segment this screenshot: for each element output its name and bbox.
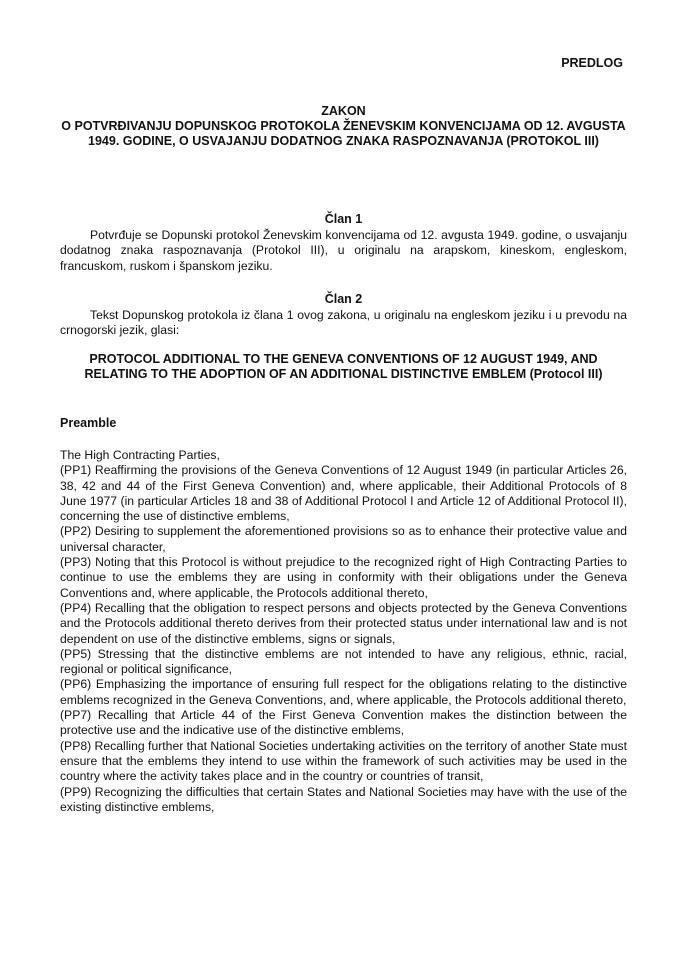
article-2-text: Tekst Dopunskog protokola iz člana 1 ovog zakona, u originalu na engleskom jeziku i u prevodu na crnogorski jezik, glasi: [60, 308, 627, 338]
protocol-title: PROTOCOL ADDITIONAL TO THE GENEVA CONVENTIONS OF 12 AUGUST 1949, AND RELATING TO THE ADOPTION OF AN ADDITIONAL DISTINCTIVE EMBLEM (Protocol III) [84, 352, 603, 381]
article-2-heading: Član 2 [324, 292, 363, 306]
preamble-paragraph-pp1: (PP1) Reaffirming the provisions of the Geneva Conventions of 12 August 1949 (in particular Articles 26, 38, 42 and 44 of the First Geneva Convention) and, where applicable, their Additional Protocols of 8 June 1977 (in particular Articles 18 and 38 of Additional Protocol I and Article 12 of Additional Protocol II), concerning the use of distinctive emblems, [60, 463, 627, 524]
preamble-paragraph-pp8: (PP8) Recalling further that National Societies undertaking activities on the territory of another State must ensure that the emblems they intend to use within the framework of such activities may be used in the country where the activity takes place and in the country or countries of transit, [60, 738, 628, 784]
preamble-heading: Preamble [60, 416, 117, 430]
preamble-paragraph-pp7: (PP7) Recalling that Article 44 of the First Geneva Convention makes the distinction between the protective use and the indicative use of the distinctive emblems, [60, 708, 627, 738]
law-title-line1: ZAKON [321, 104, 366, 118]
preamble-paragraph-pp4: (PP4) Recalling that the obligation to respect persons and objects protected by the Geneva Conventions and the Protocols additional thereto derives from their protected status under international law and is not dependent on use of the distinctive emblems, signs or signals, [60, 600, 627, 646]
preamble-paragraph-pp2: (PP2) Desiring to supplement the aforementioned provisions so as to enhance their protective value and universal character, [60, 524, 627, 554]
article-2 [60, 292, 627, 339]
document-status-label: PREDLOG [561, 56, 623, 70]
preamble-paragraph-pp5: (PP5) Stressing that the distinctive emblems are not intended to have any religious, ethnic, racial, regional or political significance, [60, 646, 627, 677]
article-1-heading: Član 1 [324, 212, 363, 226]
law-title-line2: O POTVRĐIVANJU DOPUNSKOG PROTOKOLA ŽENEVSKIM KONVENCIJAMA OD 12. AVGUSTA 1949. GODINE, O USVAJANJU DODATNOG ZNAKA RASPOZNAVANJA (PROTOKOL III) [61, 119, 626, 148]
article-1 [60, 212, 627, 274]
preamble-paragraph-pp9: (PP9) Recognizing the difficulties that certain States and National Societies may have with the use of the existing distinctive emblems, [60, 784, 627, 814]
preamble-body [60, 448, 627, 815]
preamble-intro: The High Contracting Parties, [60, 448, 220, 462]
preamble-paragraph-pp3: (PP3) Noting that this Protocol is without prejudice to the recognized right of High Contracting Parties to continue to use the emblems they are using in conformity with their obligations under the Geneva Conventions and, where applicable, the Protocols additional thereto, [60, 555, 627, 600]
preamble-paragraph-pp6: (PP6) Emphasizing the importance of ensuring full respect for the obligations relating to the distinctive emblems recognized in the Geneva Conventions, and, where applicable, the Protocols additional thereto, [60, 677, 627, 707]
article-1-text: Potvrđuje se Dopunski protokol Ženevskim konvencijama od 12. avgusta 1949. godine, o usvajanju dodatnog znaka raspoznavanja (Protokol III), u originalu na arapskom, kineskom, engleskom, francuskom, ruskom i španskom jeziku. [60, 228, 627, 273]
law-title [60, 104, 627, 149]
